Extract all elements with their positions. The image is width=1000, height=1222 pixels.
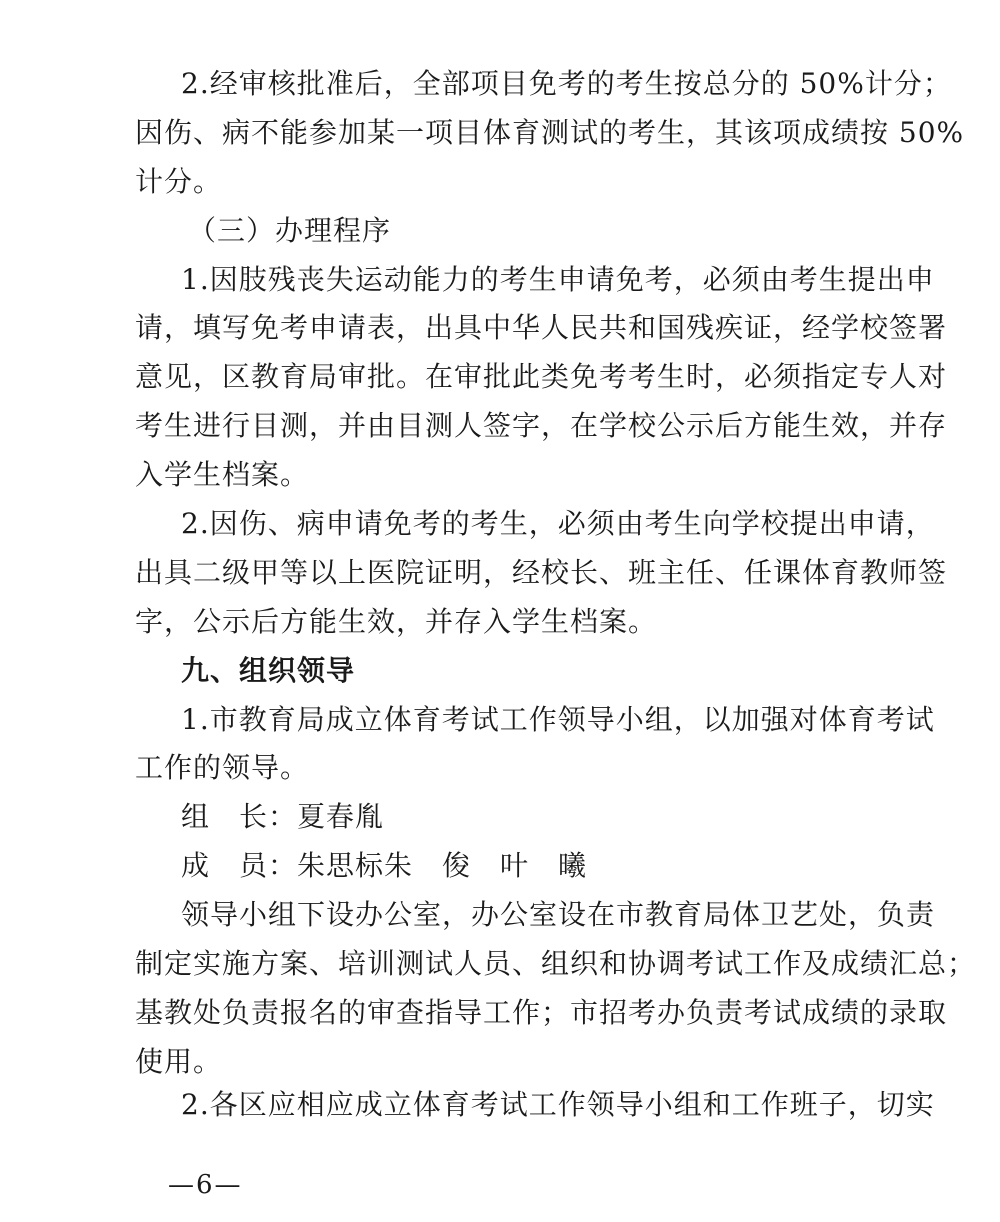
paragraph-line: 基教处负责报名的审查指导工作；市招考办负责考试成绩的录取 [135, 996, 948, 1029]
paragraph-line: 制定实施方案、培训测试人员、组织和协调考试工作及成绩汇总； [135, 947, 977, 980]
paragraph-line: 2.各区应相应成立体育考试工作领导小组和工作班子，切实 [181, 1088, 935, 1121]
paragraph-line: 请，填写免考申请表，出具中华人民共和国残疾证，经学校签署 [135, 311, 948, 344]
paragraph-line: 1.因肢残丧失运动能力的考生申请免考，必须由考生提出申 [181, 263, 935, 296]
paragraph-line: 字，公示后方能生效，并存入学生档案。 [135, 605, 658, 638]
member-line: 组 长：夏春胤 [181, 800, 385, 833]
paragraph-line: 领导小组下设办公室，办公室设在市教育局体卫艺处，负责 [181, 898, 936, 931]
paragraph-line: 考生进行目测，并由目测人签字，在学校公示后方能生效，并存 [135, 409, 948, 442]
paragraph-line: 2.因伤、病申请免考的考生，必须由考生向学校提出申请， [181, 507, 935, 540]
paragraph-line: 入学生档案。 [135, 458, 310, 491]
paragraph-line: 因伤、病不能参加某一项目体育测试的考生，其该项成绩按 50% [135, 116, 965, 149]
paragraph-line: 1.市教育局成立体育考试工作领导小组，以加强对体育考试 [181, 703, 935, 736]
section-heading: （三）办理程序 [188, 214, 392, 247]
page-number: —6— [168, 1170, 243, 1200]
paragraph-line: 出具二级甲等以上医院证明，经校长、班主任、任课体育教师签 [135, 556, 948, 589]
member-line: 成 员：朱思标朱 俊 叶 曦 [181, 849, 588, 882]
paragraph-line: 2.经审核批准后，全部项目免考的考生按总分的 50%计分； [181, 67, 952, 100]
paragraph-line: 意见，区教育局审批。在审批此类免考考生时，必须指定专人对 [135, 360, 948, 393]
paragraph-line: 工作的领导。 [135, 751, 310, 784]
paragraph-line: 使用。 [135, 1045, 223, 1078]
section-heading: 九、组织领导 [181, 654, 356, 687]
paragraph-line: 计分。 [135, 165, 223, 198]
